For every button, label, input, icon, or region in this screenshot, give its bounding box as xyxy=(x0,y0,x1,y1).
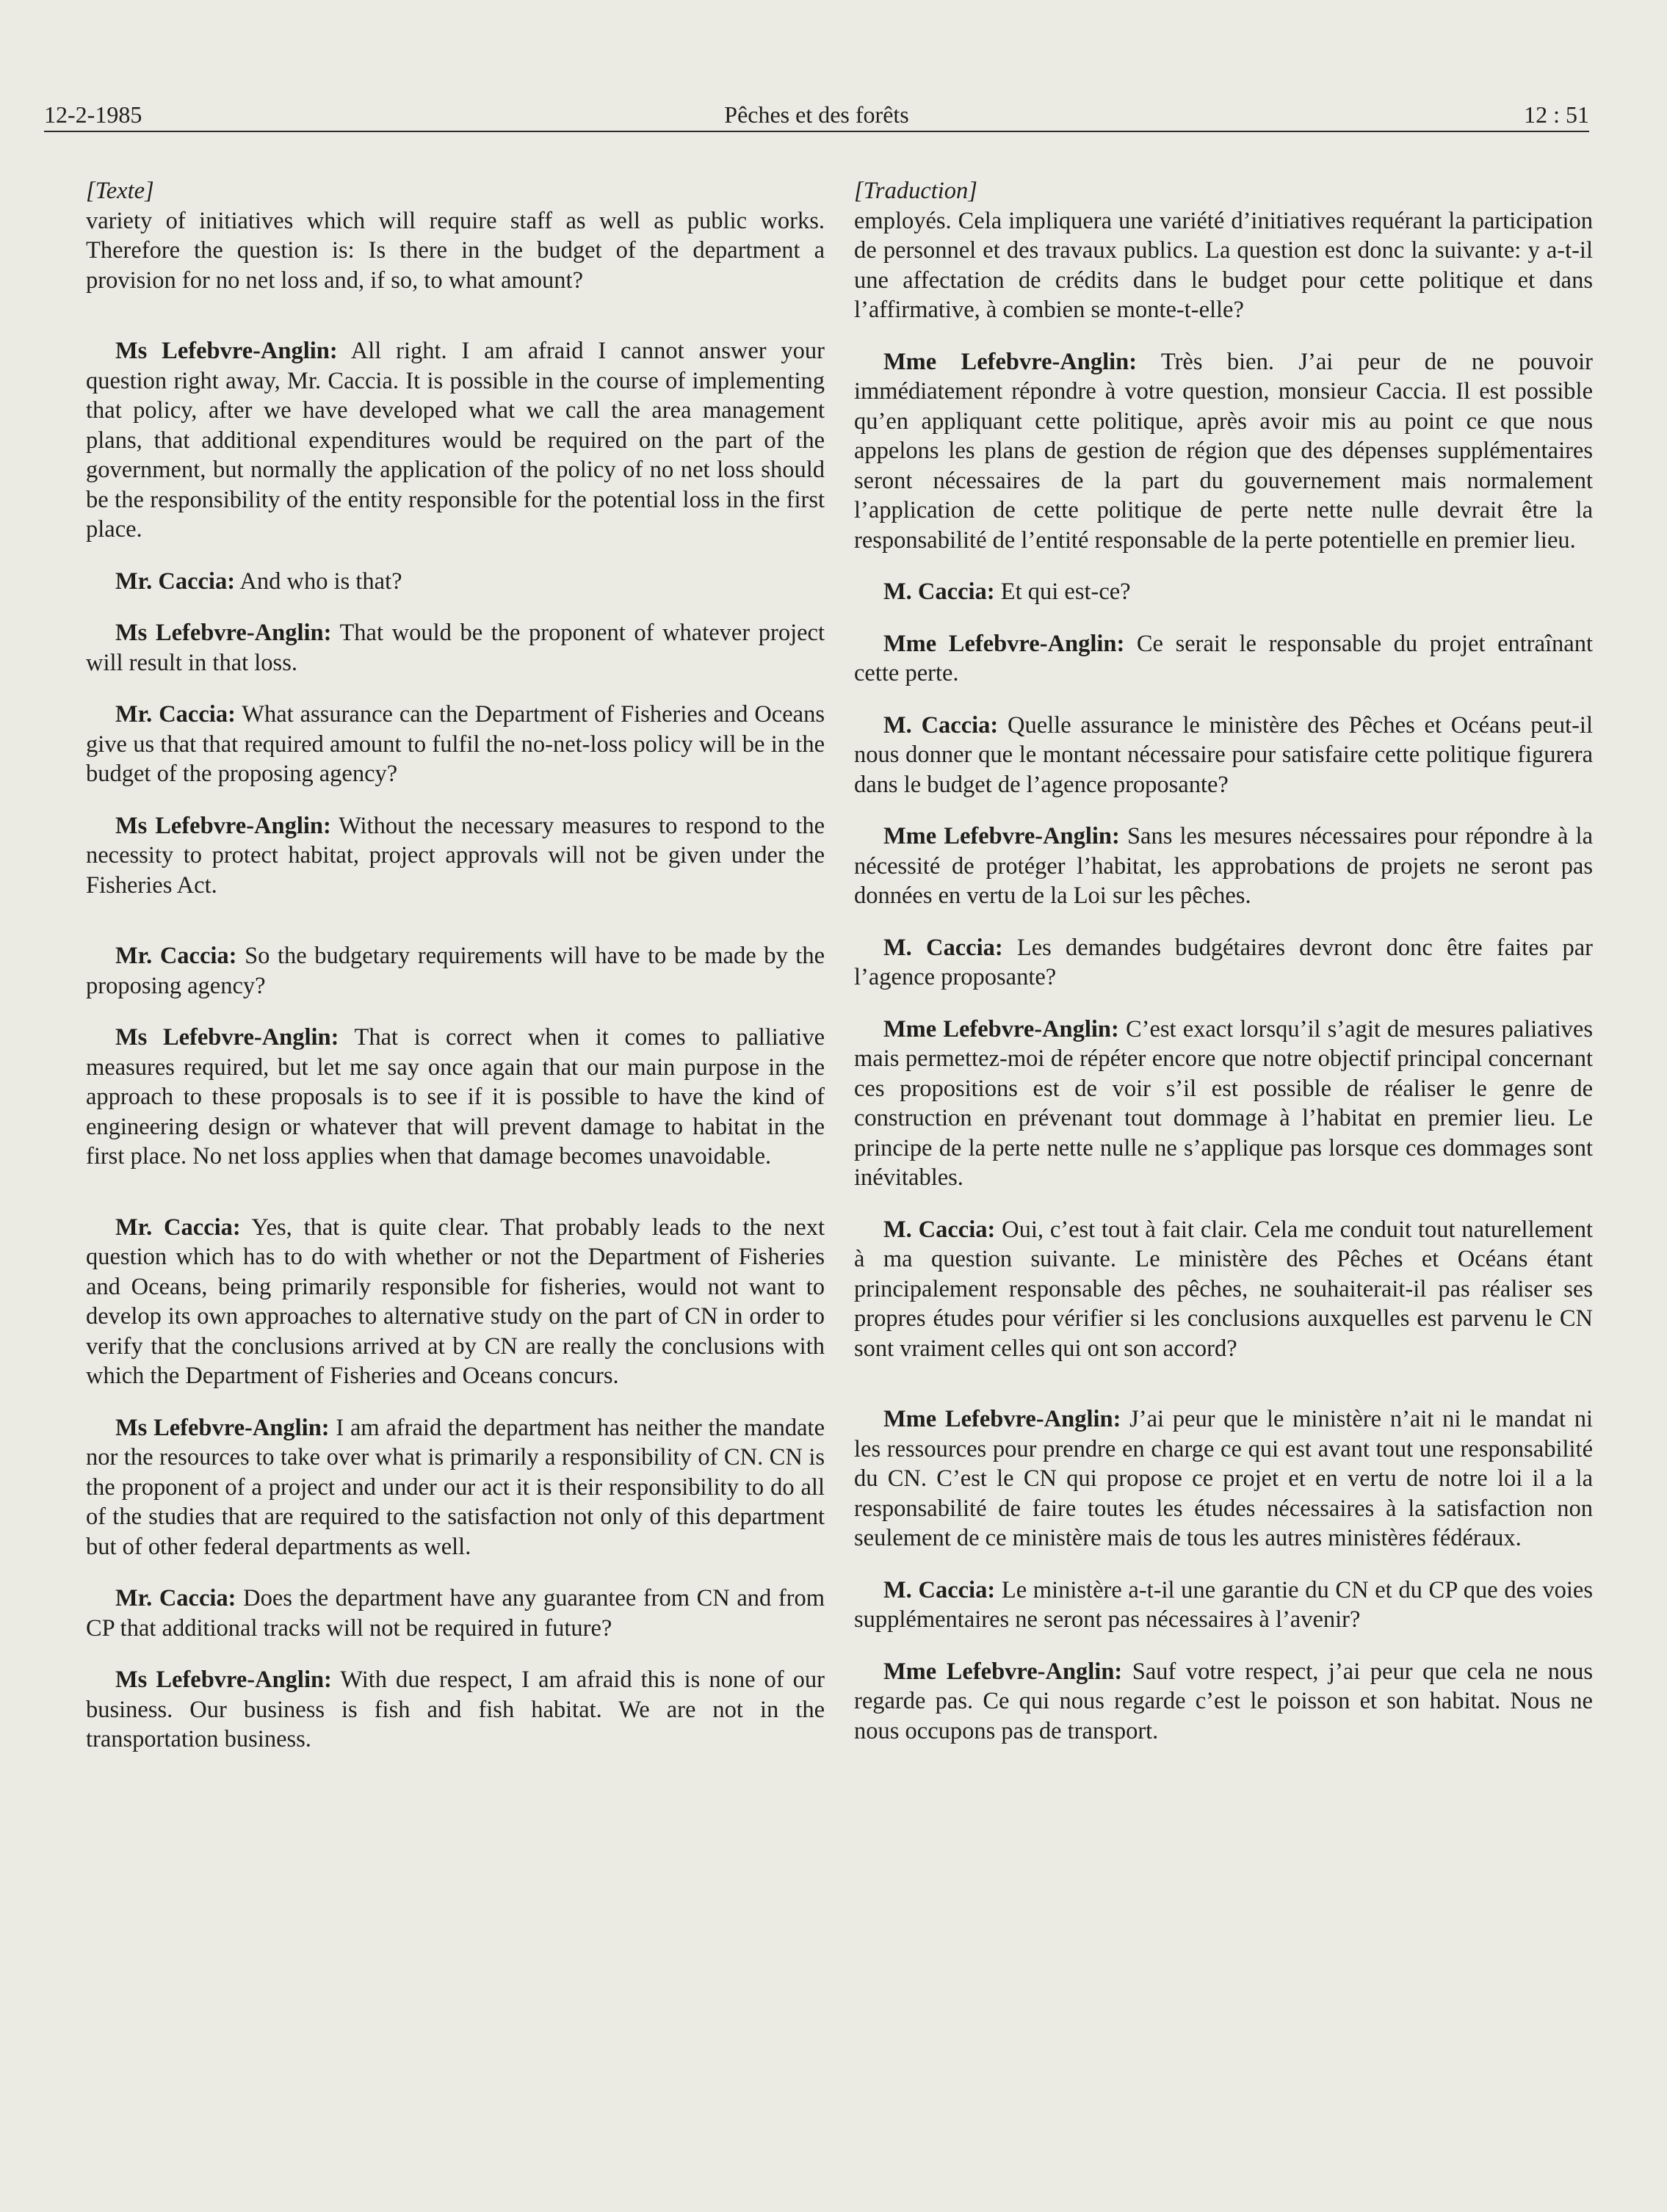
speaker-name: M. Caccia: xyxy=(883,711,999,739)
speaker-name: Mme Lefebvre-Anglin: xyxy=(883,1658,1123,1685)
speaker-name: Mr. Caccia: xyxy=(115,1585,236,1611)
left-paragraph xyxy=(86,618,825,678)
speech-text: So the budgetary requirements will have to be made by the proposing agency? xyxy=(86,943,825,999)
right-paragraph xyxy=(854,347,1593,556)
speaker-name: Mr. Caccia: xyxy=(115,943,237,969)
right-paragraph xyxy=(854,1215,1593,1364)
speaker-name: M. Caccia: xyxy=(883,1216,996,1243)
right-paragraph xyxy=(854,629,1593,689)
speech-text: And who is that? xyxy=(239,567,402,595)
right-paragraph xyxy=(854,1015,1593,1193)
header-page-number: 12 : 51 xyxy=(1524,101,1589,128)
left-paragraph xyxy=(86,1665,825,1755)
speech-text: Sauf votre respect, j’ai peur que cela ne nous regarde pas. Ce qui nous regarde c’est le poisson et son habitat. Nous ne nous occupons pas de transport. xyxy=(854,1658,1594,1744)
speaker-name: M. Caccia: xyxy=(883,1576,996,1603)
left-paragraph xyxy=(86,567,825,597)
speech-text: That is correct when it comes to palliative measures required, but let me say once again that our main purpose in the approach to these proposals is to see if it is possible to have the kind of engineering design or whatever that will prevent damage to habitat in the first place. No net loss applies when that damage becomes unavoidable. xyxy=(86,1024,825,1170)
speech-text: C’est exact lorsqu’il s’agit de mesures paliatives mais permettez-moi de répéter encore que notre objectif principal concernant ces propositions est de voir s’il est possible de réaliser le genre de construction en prévenant tout dommage à l’habitat en premier lieu. Le principe de la perte nette nulle ne s’applique pas lorsque ces dommages sont inévitables. xyxy=(854,1015,1593,1191)
speaker-name: Ms Lefebvre-Anglin: xyxy=(115,1667,332,1693)
speaker-name: Ms Lefebvre-Anglin: xyxy=(115,812,331,839)
speech-text: Ce serait le responsable du projet entraînant cette perte. xyxy=(854,630,1594,686)
speaker-name: Mme Lefebvre-Anglin: xyxy=(883,823,1120,849)
right-column xyxy=(854,176,1593,1768)
speech-text: Très bien. J’ai peur de ne pouvoir immédiatement répondre à votre question, monsieur Caccia. Il est possible qu’en appliquant cette politique, après avoir mis au point ce que nous appelons les plans de gestion de région que des dépenses supplémentaires seront nécessaires de la part du gouvernement mais normalement l’application de cette politique de perte nette nulle devrait être la responsabilité de l’entité responsable de la perte potentielle en premier lieu. xyxy=(854,348,1594,554)
right-continuation: employés. Cela impliquera une variété d’initiatives requérant la participation de personnel et des travaux publics. La question est donc la suivante: y a-t-il une affectation de crédits dans le budget pour cette politique et dans l’affirmative, à combien se monte-t-elle? xyxy=(854,207,1593,323)
speaker-name: Mr. Caccia: xyxy=(115,701,236,728)
speaker-name: Mr. Caccia: xyxy=(115,567,236,595)
speech-text: That would be the proponent of whatever project will result in that loss. xyxy=(86,620,825,676)
left-paragraph xyxy=(86,336,825,545)
left-paragraph xyxy=(86,1413,825,1562)
speaker-name: Mme Lefebvre-Anglin: xyxy=(883,630,1125,657)
speech-text: Le ministère a-t-il une garantie du CN et du CP que des voies supplémentaires ne seront pas nécessaires à l’avenir? xyxy=(854,1576,1593,1633)
left-paragraph xyxy=(86,1213,825,1391)
speech-text: Does the department have any guarantee from CN and from CP that additional tracks will not be required in future? xyxy=(86,1585,825,1642)
speech-text: Quelle assurance le ministère des Pêches et Océans peut-il nous donner que le montant nécessaire pour satisfaire cette politique figurera dans le budget de l’agence proposante? xyxy=(854,711,1593,798)
speaker-name: Mme Lefebvre-Anglin: xyxy=(883,1015,1119,1042)
speech-text: Yes, that is quite clear. That probably leads to the next question which has to do with whether or not the Department of Fisheries and Oceans, being primarily responsible for fisheries, would not want to develop its own approaches to alternative study on the part of CN in order to verify that the conclusions arrived at by CN are really the conclusions with which the Department of Fisheries and Oceans concurs. xyxy=(86,1214,825,1389)
speaker-name: Mme Lefebvre-Anglin: xyxy=(883,1406,1121,1432)
speech-text: I am afraid the department has neither the mandate nor the resources to take over what is primarily a responsibility of CN. CN is the proponent of a project and under our act it is their responsibility to do all of the studies that are required to the satisfaction not only of this department but of other federal departments as well. xyxy=(86,1414,825,1560)
right-column-tag: [Traduction] xyxy=(854,178,977,204)
speech-text: J’ai peur que le ministère n’ait ni le mandat ni les ressources pour prendre en charge ce qui est avant tout une responsabilité du CN. C’est le CN qui propose ce projet et en vertu de notre loi il a la responsabilité de faire toutes les études nécessaires à la satisfaction non seulement de ce ministère mais de tous les autres ministères fédéraux. xyxy=(854,1406,1593,1551)
speech-text: Without the necessary measures to respond to the necessity to protect habitat, project approvals will not be given under the Fisheries Act. xyxy=(86,812,825,899)
speaker-name: Ms Lefebvre-Anglin: xyxy=(115,1414,330,1441)
speech-text: What assurance can the Department of Fisheries and Oceans give us that that required amount to fulfil the no-net-loss policy will be in the budget of the proposing agency? xyxy=(86,701,825,787)
speaker-name: Ms Lefebvre-Anglin: xyxy=(115,1024,339,1051)
speaker-name: Ms Lefebvre-Anglin: xyxy=(115,620,332,646)
left-column-tag: [Texte] xyxy=(86,178,154,204)
speech-text: Les demandes budgétaires devront donc être faites par l’agence proposante? xyxy=(854,934,1594,990)
speech-text: Oui, c’est tout à fait clair. Cela me conduit tout naturellement à ma question suivante. Le ministère des Pêches et Océans étant principalement responsable des pêches, ne souhaiterait-il pas réaliser ses propres études pour vérifier si les conclusions auxquelles est parvenu le CN sont vraiment celles qui ont son accord? xyxy=(854,1216,1594,1362)
left-column xyxy=(86,176,825,1777)
header-rule xyxy=(44,131,1589,132)
left-paragraph xyxy=(86,1584,825,1643)
right-paragraph xyxy=(854,933,1593,993)
right-paragraph xyxy=(854,711,1593,800)
speaker-name: Mr. Caccia: xyxy=(115,1214,241,1241)
left-paragraph xyxy=(86,941,825,1001)
speaker-name: M. Caccia: xyxy=(883,934,1003,961)
header-title: Pêches et des forêts xyxy=(724,101,909,128)
left-paragraph xyxy=(86,811,825,901)
right-paragraph xyxy=(854,822,1593,911)
left-paragraph xyxy=(86,1023,825,1172)
right-paragraph xyxy=(854,577,1593,607)
speech-text: With due respect, I am afraid this is none of our business. Our business is fish and fish habitat. We are not in the transportation business. xyxy=(86,1667,825,1752)
speaker-name: Ms Lefebvre-Anglin: xyxy=(115,338,338,364)
right-paragraph xyxy=(854,1657,1593,1747)
speaker-name: Mme Lefebvre-Anglin: xyxy=(883,348,1138,375)
left-continuation: variety of initiatives which will require staff as well as public works. Therefore the question is: Is there in the budget of the department a provision for no net loss and, if so, to what amount? xyxy=(86,207,825,294)
right-paragraph xyxy=(854,1404,1593,1553)
speech-text: Sans les mesures nécessaires pour répondre à la nécessité de protéger l’habitat, les approbations de projets ne seront pas données en vertu de la Loi sur les pêches. xyxy=(854,823,1594,909)
left-paragraph xyxy=(86,700,825,789)
header-date: 12-2-1985 xyxy=(44,101,142,128)
speech-text: All right. I am afraid I cannot answer your question right away, Mr. Caccia. It is possible in the course of implementing that policy, after we have developed what we call the area management plans, that additional expenditures would be required on the part of the government, but normally the application of the policy of no net loss should be the responsibility of the entity responsible for the potential loss in the first place. xyxy=(86,338,825,543)
right-paragraph xyxy=(854,1575,1593,1635)
page-header xyxy=(44,101,1589,131)
speaker-name: M. Caccia: xyxy=(883,579,995,605)
speech-text: Et qui est-ce? xyxy=(1000,579,1131,605)
